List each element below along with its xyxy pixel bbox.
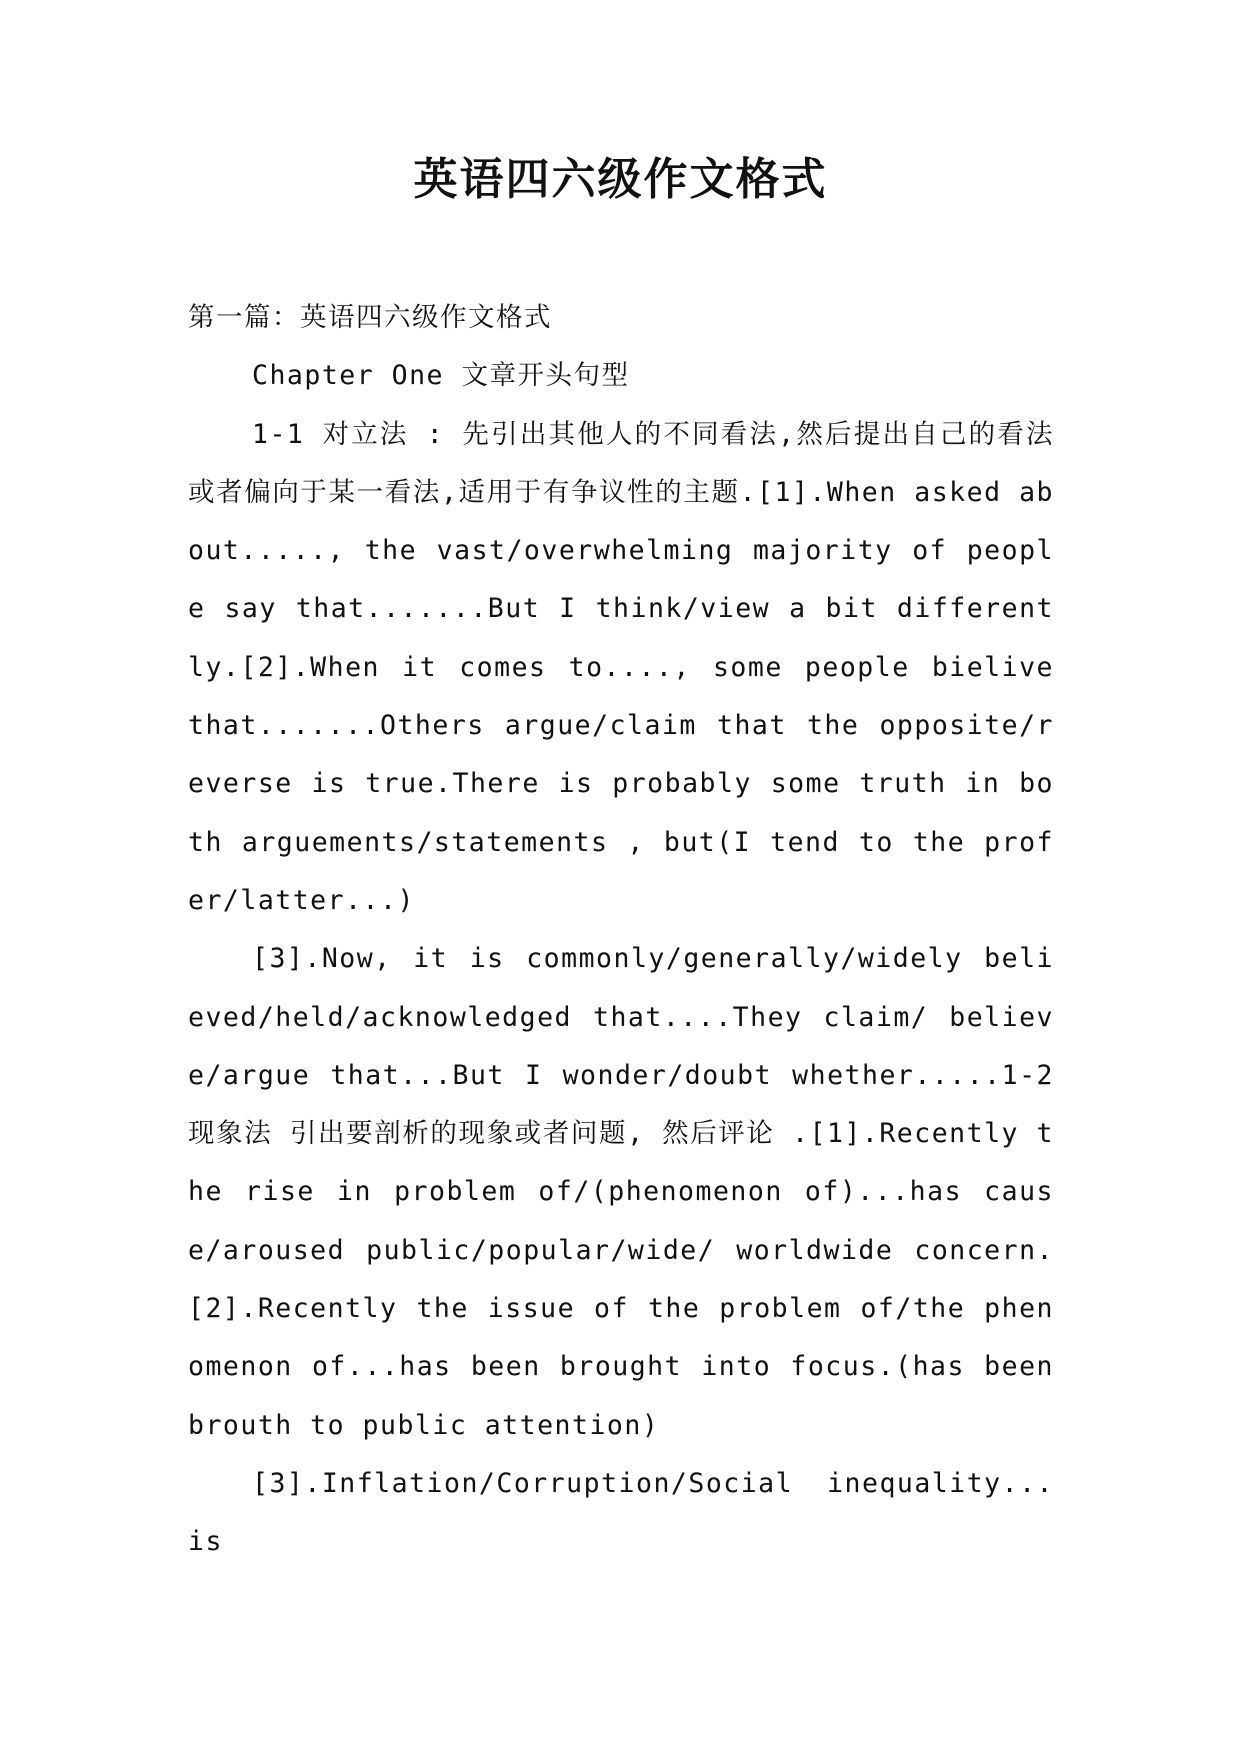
document-title: 英语四六级作文格式 — [413, 154, 828, 205]
body-paragraph: [3].Inflation/Corruption/Social inequality...is — [188, 1467, 1054, 1558]
body-paragraph: [3].Now, it is commonly/generally/widely believed/held/acknowledged that....They claim/ believe/argue that...But I wonder/doubt whether.....1-2 现象法 引出要剖析的现象或者问题, 然后评论 .[1].Recently the rise in problem of/(phenomenon of)...has cause/aroused public/popular/wide/ worldwide concern.[2].Recently the issue of the problem of/the phenomenon of...has been brought into focus.(has been brouth to public attention) — [188, 943, 1054, 1441]
section-heading: 第一篇：英语四六级作文格式 — [188, 302, 552, 333]
body-paragraph: 1-1 对立法 : 先引出其他人的不同看法,然后提出自己的看法或者偏向于某一看法,适用于有争议性的主题.[1].When asked about....., the vast/overwhelming majority of people say that.......But I think/view a bit differently.[2].When it comes to...., some people bielive that.......Others argue/claim that the opposite/reverse is true.There is probably some truth in both arguements/statements , but(I tend to the profer/latter...) — [188, 418, 1054, 916]
chapter-heading: Chapter One 文章开头句型 — [252, 360, 630, 392]
document-body — [188, 289, 1054, 1572]
